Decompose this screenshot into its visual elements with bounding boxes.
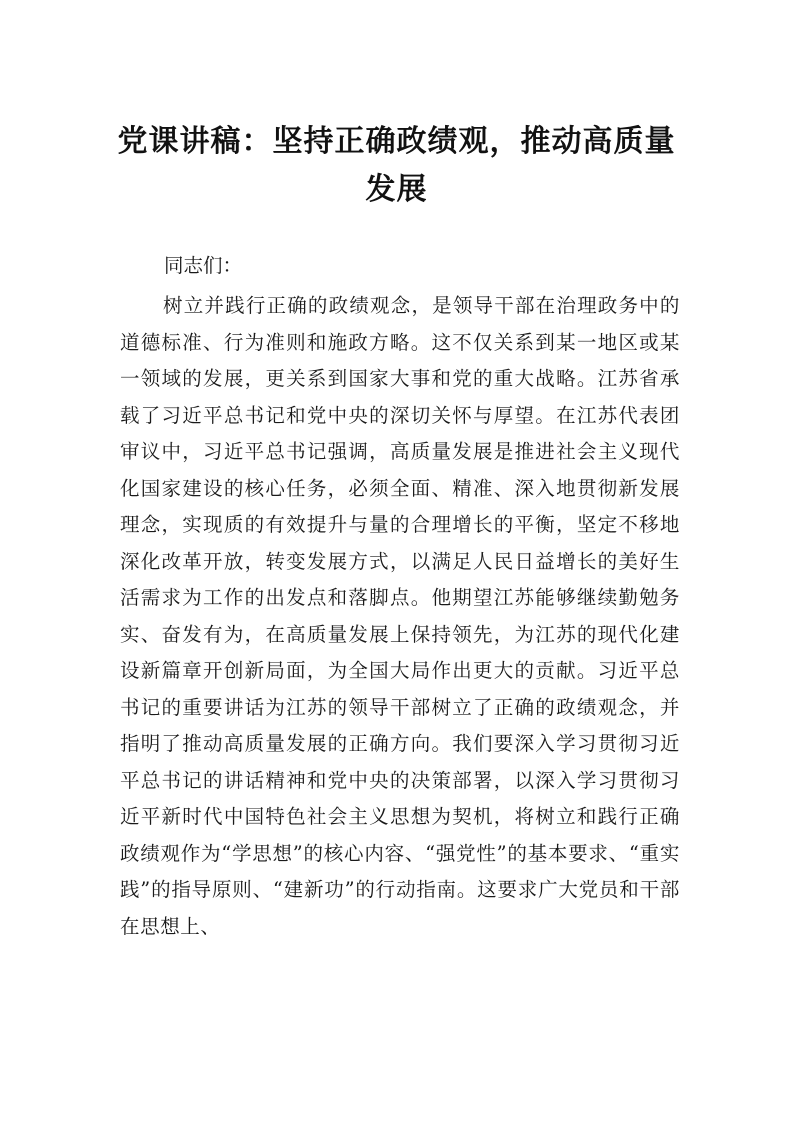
body-paragraph: 树立并践行正确的政绩观念，是领导干部在治理政务中的道德标准、行为准则和施政方略。这不仅关系到某一地区或某一领域的发展，更关系到国家大事和党的重大战略。江苏省承载了习近平总书记和党中央的深切关怀与厚望。在江苏代表团审议中，习近平总书记强调，高质量发展是推进社会主义现代化国家建设的核心任务，必须全面、精准、深入地贯彻新发展理念，实现质的有效提升与量的合理增长的平衡，坚定不移地深化改革开放，转变发展方式，以满足人民日益增长的美好生活需求为工作的出发点和落脚点。他期望江苏能够继续勤勉务实、奋发有为，在高质量发展上保持领先，为江苏的现代化建设新篇章开创新局面，为全国大局作出更大的贡献。习近平总书记的重要讲话为江苏的领导干部树立了正确的政绩观念，并指明了推动高质量发展的正确方向。我们要深入学习贯彻习近平总书记的讲话精神和党中央的决策部署，以深入学习贯彻习近平新时代中国特色社会主义思想为契机，将树立和践行正确政绩观作为“学思想”的核心内容、“强党性”的基本要求、“重实践”的指导原则、“建新功”的行动指南。这要求广大党员和干部在思想上、 — [120, 294, 680, 938]
greeting-line: 同志们： — [164, 254, 243, 277]
document-title: 党课讲稿：坚持正确政绩观，推动高质量发展 — [117, 124, 676, 207]
